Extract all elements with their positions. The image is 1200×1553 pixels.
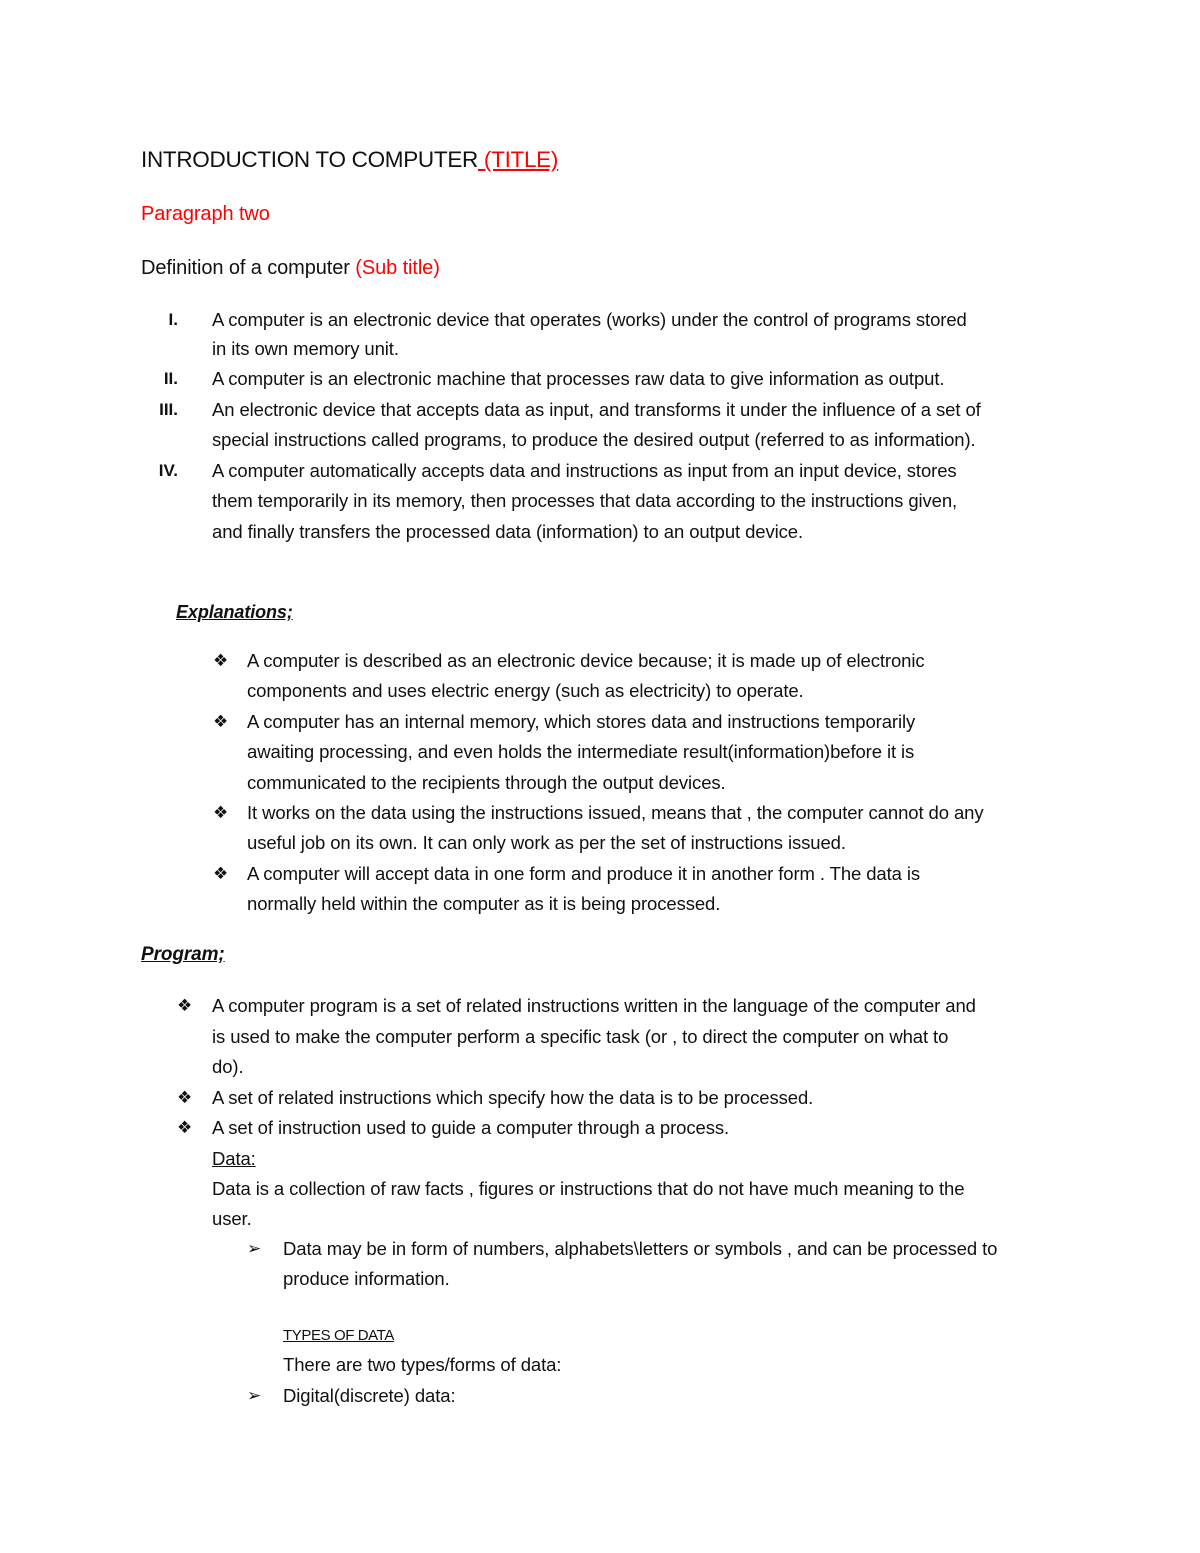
bullet-line: communicated to the recipients through the output devices.: [247, 772, 726, 793]
diamond-bullet-icon: ❖: [177, 1088, 193, 1108]
bullet-line: awaiting processing, and even holds the intermediate result(information)before it is: [247, 741, 915, 762]
list-item-line: in its own memory unit.: [212, 338, 399, 359]
list-item-line: A computer automatically accepts data and instructions as input from an input device, stores: [212, 460, 957, 481]
bullet-line: A set of related instructions which specify how the data is to be processed.: [212, 1087, 814, 1108]
list-number: IV.: [158, 461, 178, 480]
diamond-bullet-icon: ❖: [213, 803, 229, 823]
list-item-line: A computer is an electronic device that operates (works) under the control of programs stored: [212, 309, 967, 330]
arrow-item-line: produce information.: [283, 1268, 450, 1289]
list-number: II.: [163, 369, 178, 388]
subtitle: [141, 256, 440, 280]
diamond-bullet-icon: ❖: [177, 1118, 193, 1138]
title-text: INTRODUCTION TO COMPUTER: [141, 147, 478, 172]
data-line: Data is a collection of raw facts , figures or instructions that do not have much meaning to the: [212, 1178, 965, 1199]
bullet-line: do).: [212, 1056, 244, 1077]
bullet-line: It works on the data using the instructions issued, means that , the computer cannot do any: [247, 802, 984, 823]
diamond-bullet-icon: ❖: [213, 864, 229, 884]
bullet-line: A computer program is a set of related instructions written in the language of the computer and: [212, 995, 976, 1016]
list-item-line: A computer is an electronic machine that processes raw data to give information as output.: [212, 368, 945, 389]
diamond-bullet-icon: ❖: [213, 712, 229, 732]
list-item-line: them temporarily in its memory, then processes that data according to the instructions given,: [212, 490, 958, 511]
list-number: I.: [168, 310, 178, 329]
arrow-bullet-icon: ➢: [247, 1239, 262, 1259]
subtitle-tag: (Sub title): [355, 257, 440, 279]
page-title: [141, 148, 558, 172]
data-heading: Data:: [212, 1148, 256, 1169]
explanations-heading: Explanations;: [176, 602, 293, 622]
bullet-line: A set of instruction used to guide a computer through a process.: [212, 1117, 730, 1138]
types-first-item: Digital(discrete) data:: [283, 1385, 456, 1406]
title-tag: (TITLE): [477, 147, 559, 172]
data-line: user.: [212, 1208, 252, 1229]
list-item-line: special instructions called programs, to produce the desired output (referred to as information).: [212, 429, 976, 450]
bullet-line: A computer has an internal memory, which stores data and instructions temporarily: [247, 711, 916, 732]
diamond-bullet-icon: ❖: [213, 651, 229, 671]
types-intro: There are two types/forms of data:: [283, 1354, 562, 1375]
arrow-item-line: Data may be in form of numbers, alphabets\letters or symbols , and can be processed to: [283, 1238, 998, 1259]
list-item-line: An electronic device that accepts data as input, and transforms it under the influence of a set of: [212, 399, 981, 420]
paragraph-label: Paragraph two: [141, 203, 270, 225]
list-item-line: and finally transfers the processed data (information) to an output device.: [212, 521, 804, 542]
bullet-line: normally held within the computer as it is being processed.: [247, 893, 721, 914]
bullet-line: is used to make the computer perform a specific task (or , to direct the computer on what to: [212, 1026, 949, 1047]
types-heading: TYPES OF DATA: [283, 1327, 394, 1344]
bullet-line: A computer is described as an electronic device because; it is made up of electronic: [247, 650, 925, 671]
bullet-line: components and uses electric energy (such as electricity) to operate.: [247, 680, 804, 701]
list-number: III.: [159, 400, 178, 419]
bullet-line: A computer will accept data in one form and produce it in another form . The data is: [247, 863, 921, 884]
arrow-bullet-icon: ➢: [247, 1386, 262, 1406]
bullet-line: useful job on its own. It can only work as per the set of instructions issued.: [247, 832, 846, 853]
program-heading: Program;: [141, 944, 225, 965]
diamond-bullet-icon: ❖: [177, 996, 193, 1016]
subtitle-text: Definition of a computer: [141, 257, 356, 279]
